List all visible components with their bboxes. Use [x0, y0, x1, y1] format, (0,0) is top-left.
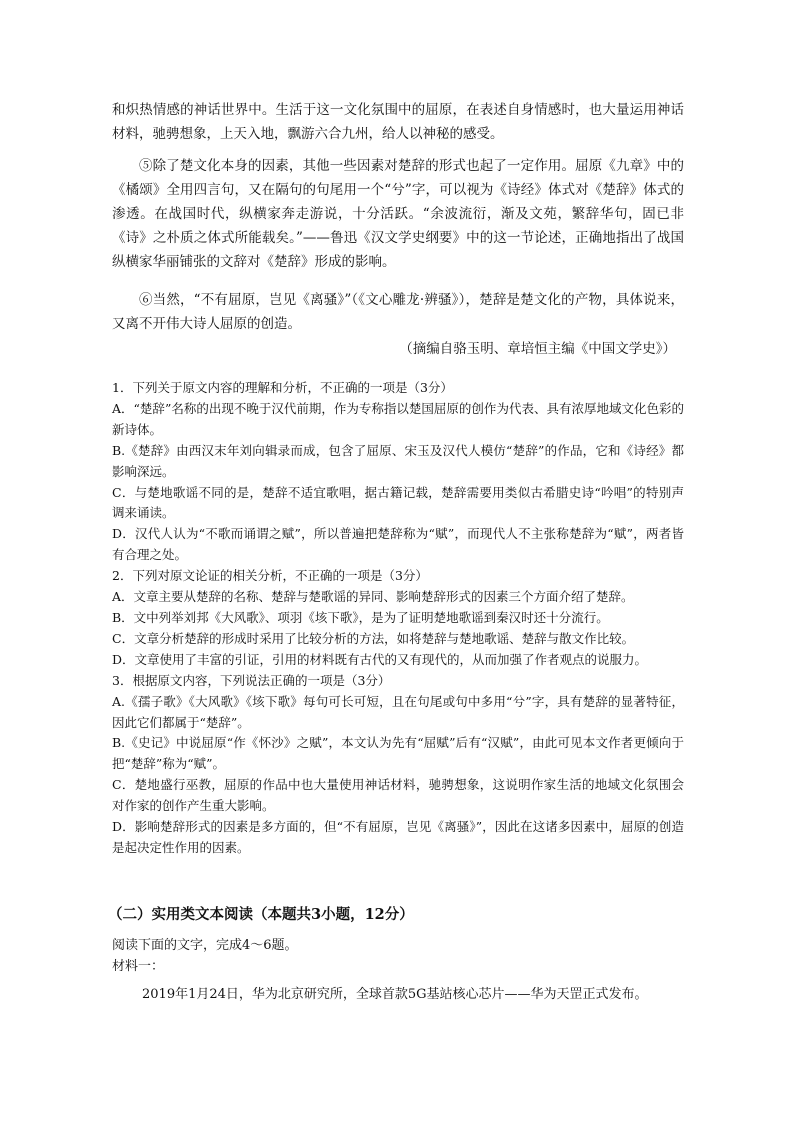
question-1-option-b: B.《楚辞》由西汉末年刘向辑录而成，包含了屈原、宋玉及汉代人模仿“楚辞”的作品，它和《诗经》都影响深远。 — [112, 442, 684, 479]
question-3-option-c: C．楚地盛行巫教，屈原的作品中也大量使用神话材料，驰骋想象，这说明作家生活的地域文化氛围会对作家的创作产生重大影响。 — [112, 777, 684, 814]
material-1-label: 材料一： — [112, 959, 165, 974]
section-2-intro — [112, 935, 298, 977]
question-2-stem: 2．下列对原文论证的相关分析，不正确的一项是（3分） — [112, 568, 428, 584]
question-1-option-d: D．汉代人认为“不歌而诵谓之赋”，所以普遍把楚辞称为“赋”，而现代人不主张称楚辞为“赋”，两者皆有合理之处。 — [112, 526, 684, 563]
question-list — [112, 378, 684, 859]
passage-paragraph-continued: 和炽热情感的神话世界中。生活于这一文化氛围中的屈原，在表述自身情感时，也大量运用神话材料，驰骋想象，上天入地，飘游六合九州，给人以神秘的感受。 — [112, 102, 684, 142]
section-2-instruction: 阅读下面的文字，完成4～6题。 — [112, 938, 298, 953]
question-1-option-a: A．“楚辞”名称的出现不晚于汉代前期，作为专称指以楚国屈原的创作为代表、具有浓厚地域文化色彩的新诗体。 — [112, 400, 684, 437]
section-2-title: （二）实用类文本阅读（本题共3小题，12分） — [108, 906, 414, 923]
question-1-option-c: C．与楚地歌谣不同的是，楚辞不适宜歌唱，据古籍记载，楚辞需要用类似古希腊史诗“吟唱”的特别声调来诵读。 — [112, 484, 684, 521]
passage-source: （摘编自骆玉明、章培恒主编《中国文学史》） — [399, 341, 676, 357]
passage-paragraph-5: ⑤除了楚文化本身的因素，其他一些因素对楚辞的形式也起了一定作用。屈原《九章》中的《橘颂》全用四言句，又在隔句的句尾用一个“兮”字，可以视为《诗经》体式对《楚辞》体式的渗透。在战国时代，纵横家奔走游说，十分活跃。“余波流衍，渐及文苑，繁辞华句，固已非《诗》之朴质之体式所能载矣。”——鲁迅《汉文学史纲要》中的这一节论述，正确地指出了战国纵横家华丽铺张的文辞对《楚辞》形成的影响。 — [112, 158, 684, 270]
passage-paragraph-6: ⑥当然，“不有屈原，岂见《离骚》”（《文心雕龙·辨骚》），楚辞是楚文化的产物，具体说来，又离不开伟大诗人屈原的创造。 — [112, 292, 684, 332]
question-1-stem: 1．下列关于原文内容的理解和分析，不正确的一项是（3分） — [112, 380, 453, 395]
question-3-stem: 3．根据原文内容，下列说法正确的一项是（3分） — [112, 672, 391, 688]
question-3-option-d: D．影响楚辞形式的因素是多方面的，但“不有屈原，岂见《离骚》”，因此在这诸多因素中，屈原的创造是起决定性作用的因素。 — [112, 819, 684, 855]
question-2-option-a: A．文章主要从楚辞的名称、楚辞与楚歌谣的异同、影响楚辞形式的因素三个方面介绍了楚辞。 — [112, 589, 634, 605]
question-2-option-b: B．文中列举刘邦《大风歌》、项羽《垓下歌》，是为了证明楚地歌谣到秦汉时还十分流行。 — [112, 609, 609, 625]
question-2-option-d: D．文章使用了丰富的引证，引用的材料既有古代的又有现代的，从而加强了作者观点的说服力。 — [112, 651, 648, 667]
material-1-text: 2019年1月24日，华为北京研究所，全球首款5G基站核心芯片——华为天罡正式发布。 — [142, 987, 648, 1002]
question-3-option-a: A.《孺子歌》《大风歌》《垓下歌》每句可长可短，且在句尾或句中多用“兮”字，具有楚辞的显著特征，因此它们都属于“楚辞”。 — [112, 693, 684, 730]
question-3-option-b: B.《史记》中说屈原“作《怀沙》之赋”，本文认为先有“屈赋”后有“汉赋”，由此可见本文作者更倾向于把“楚辞”称为“赋”。 — [112, 735, 684, 772]
question-2-option-c: C．文章分析楚辞的形成时采用了比较分析的方法，如将楚辞与楚地歌谣、楚辞与散文作比较。 — [112, 630, 635, 646]
